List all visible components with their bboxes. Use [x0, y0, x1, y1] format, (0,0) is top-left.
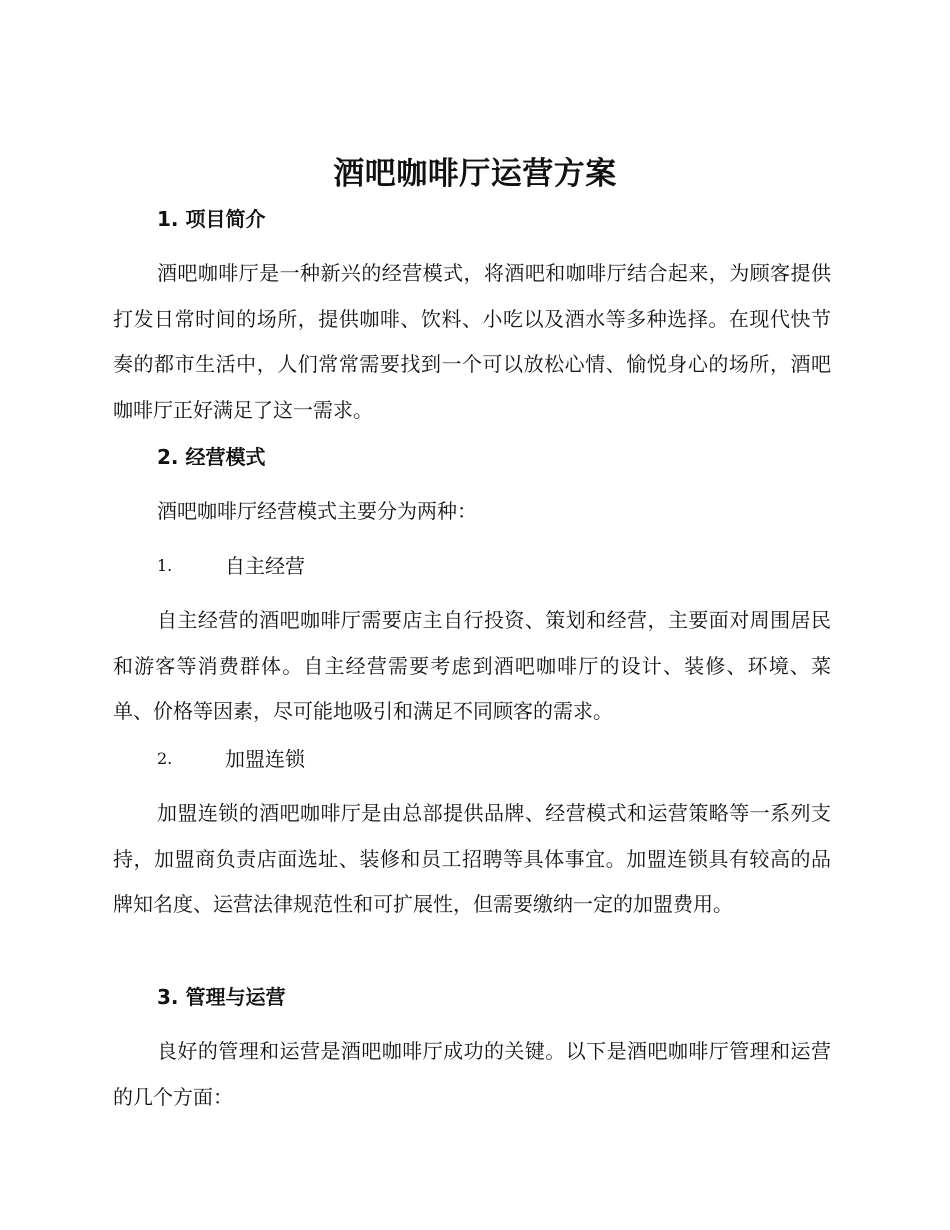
list-item-label: 加盟连锁: [225, 747, 305, 771]
list-item-label: 自主经营: [225, 554, 305, 578]
list-item-self-operated: [157, 551, 457, 581]
franchise-chain-paragraph: 加盟连锁的酒吧咖啡厅是由总部提供品牌、经营模式和运营策略等一系列支持，加盟商负责店面选址、装修和员工招聘等具体事宜。加盟连锁具有较高的品牌知名度、运营法律规范性和可扩展性，但需要缴纳一定的加盟费用。: [113, 801, 831, 916]
management-operation-paragraph: 良好的管理和运营是酒吧咖啡厅成功的关键。以下是酒吧咖啡厅管理和运营的几个方面：: [113, 1039, 831, 1109]
list-item-number: 2.: [157, 749, 173, 768]
list-item-franchise-chain: [157, 744, 457, 774]
document-title: 酒吧咖啡厅运营方案: [333, 156, 617, 192]
section-heading-business-model: 2. 经营模式: [157, 445, 266, 469]
section-heading-project-intro: 1. 项目简介: [157, 207, 266, 231]
section-heading-management-operation: 3. 管理与运营: [157, 985, 286, 1009]
project-intro-paragraph: 酒吧咖啡厅是一种新兴的经营模式，将酒吧和咖啡厅结合起来，为顾客提供打发日常时间的场所，提供咖啡、饮料、小吃以及酒水等多种选择。在现代快节奏的都市生活中，人们常常需要找到一个可以放松心情、愉悦身心的场所，酒吧咖啡厅正好满足了这一需求。: [113, 261, 831, 422]
list-item-number: 1.: [157, 556, 173, 575]
self-operated-paragraph: 自主经营的酒吧咖啡厅需要店主自行投资、策划和经营，主要面对周围居民和游客等消费群体。自主经营需要考虑到酒吧咖啡厅的设计、装修、环境、菜单、价格等因素，尽可能地吸引和满足不同顾客的需求。: [113, 608, 831, 723]
business-model-intro: 酒吧咖啡厅经营模式主要分为两种：: [157, 499, 477, 523]
